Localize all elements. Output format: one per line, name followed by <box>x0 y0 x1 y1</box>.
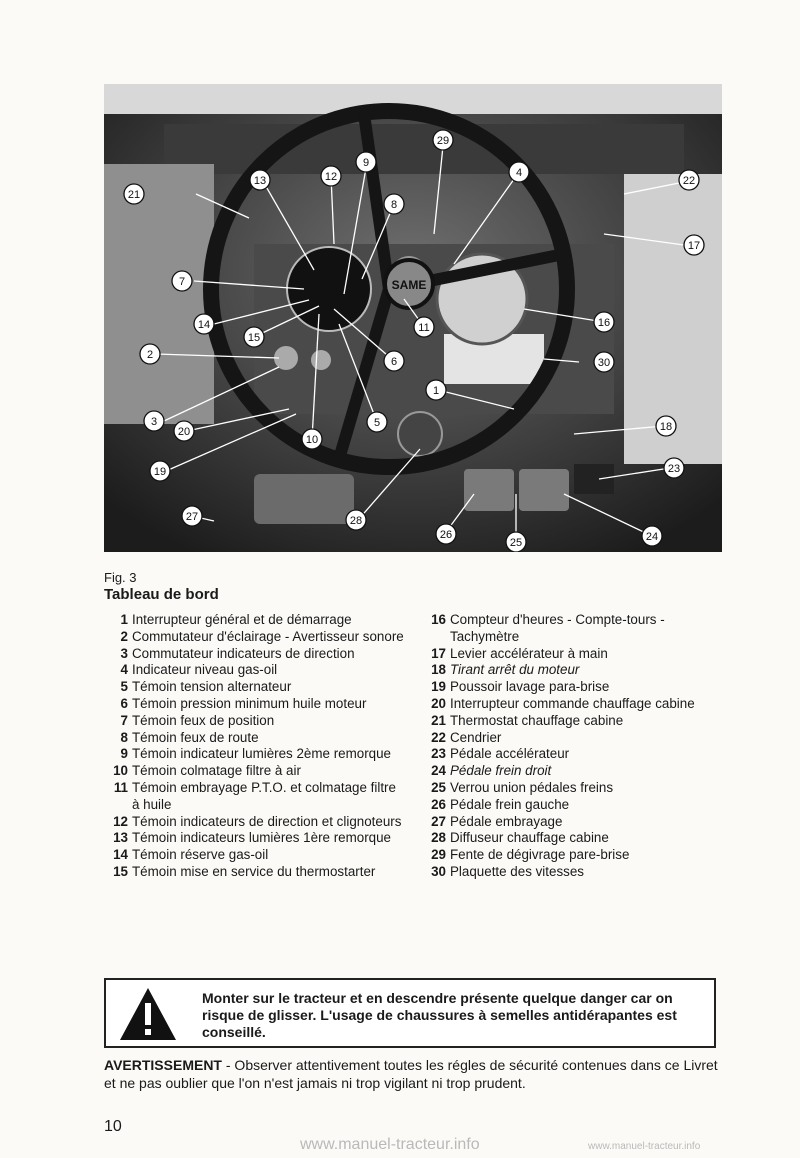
legend-text: Commutateur indicateurs de direction <box>132 645 355 661</box>
watermark-main: www.manuel-tracteur.info <box>300 1136 480 1153</box>
legend-text: Tirant arrêt du moteur <box>450 662 580 678</box>
callout-21 <box>124 184 144 204</box>
legend-text: Témoin réserve gas-oil <box>132 847 269 863</box>
legend-item <box>422 679 722 696</box>
legend-text: Pédale frein droit <box>450 763 552 779</box>
legend-item <box>422 847 722 864</box>
callout-7 <box>172 271 192 291</box>
legend-number: 2 <box>120 628 128 644</box>
svg-text:23: 23 <box>667 463 681 475</box>
legend-item <box>422 830 722 847</box>
callout-29 <box>433 130 453 150</box>
legend-number: 28 <box>431 830 446 846</box>
watermark-small: www.manuel-tracteur.info <box>588 1141 701 1152</box>
svg-text:9: 9 <box>362 157 370 169</box>
legend-number: 1 <box>120 612 128 627</box>
svg-text:25: 25 <box>509 537 523 549</box>
legend-number: 25 <box>431 779 446 795</box>
svg-text:11: 11 <box>418 322 430 334</box>
svg-text:26: 26 <box>439 529 453 541</box>
warning-triangle-icon <box>118 986 178 1042</box>
svg-text:7: 7 <box>178 276 186 288</box>
callout-10 <box>302 429 322 449</box>
legend-text: Compteur d'heures - Compte-tours - Tachymètre <box>450 612 665 644</box>
warning-box <box>104 978 716 1048</box>
legend-number: 8 <box>120 729 128 745</box>
legend-number: 14 <box>113 847 128 863</box>
legend-number: 30 <box>431 863 446 879</box>
callout-4 <box>509 162 529 182</box>
legend-number: 27 <box>431 813 446 829</box>
legend-text: Témoin mise en service du thermostarter <box>132 863 376 879</box>
legend-text: Thermostat chauffage cabine <box>450 712 624 728</box>
svg-text:19: 19 <box>153 466 167 478</box>
legend-text: Diffuseur chauffage cabine <box>450 830 609 846</box>
legend-text: Témoin colmatage filtre à air <box>132 763 301 779</box>
page-number: 10 <box>104 1118 122 1135</box>
legend-text: Témoin feux de route <box>132 729 259 745</box>
legend-text: Témoin pression minimum huile moteur <box>132 695 367 711</box>
legend-number: 3 <box>120 645 128 661</box>
svg-text:17: 17 <box>687 240 701 252</box>
dashboard-illustration <box>104 84 722 552</box>
callout-12 <box>321 166 341 186</box>
svg-text:24: 24 <box>645 531 659 543</box>
callout-9 <box>356 152 376 172</box>
callout-3 <box>144 411 164 431</box>
legend-text: Poussoir lavage para-brise <box>450 679 610 695</box>
callout-22 <box>679 170 699 190</box>
legend-number: 9 <box>120 746 128 762</box>
legend-text: Pédale frein gauche <box>450 796 570 812</box>
callout-24 <box>642 526 662 546</box>
advertissement-text: - Observer attentivement toutes les régles de sécurité contenues dans ce Livret et ne pas oublier que l'on n'est jamais ni trop vigilant ni trop prudent. <box>104 1057 718 1091</box>
legend-number: 16 <box>431 612 446 627</box>
svg-text:10: 10 <box>305 434 319 446</box>
svg-text:4: 4 <box>515 167 523 179</box>
legend-item <box>422 612 722 646</box>
svg-text:2: 2 <box>146 349 154 361</box>
legend-number: 6 <box>120 695 128 711</box>
advertissement-paragraph <box>104 1056 724 1092</box>
callout-19 <box>150 461 170 481</box>
legend-item <box>104 612 404 629</box>
legend-item <box>104 679 404 696</box>
legend-number: 18 <box>431 662 446 678</box>
legend-number: 26 <box>431 796 446 812</box>
legend-number: 13 <box>113 830 128 846</box>
svg-text:8: 8 <box>390 199 398 211</box>
legend-item <box>422 662 722 679</box>
callout-8 <box>384 194 404 214</box>
legend-number: 22 <box>431 729 446 745</box>
svg-text:30: 30 <box>597 357 611 369</box>
legend-number: 7 <box>120 712 128 728</box>
svg-text:27: 27 <box>185 511 199 523</box>
legend-text: Levier accélérateur à main <box>450 645 608 661</box>
legend-left-column <box>104 612 404 881</box>
callout-5 <box>367 412 387 432</box>
legend-item <box>104 662 404 679</box>
legend-item <box>104 696 404 713</box>
legend-item <box>104 847 404 864</box>
legend-item <box>422 864 722 881</box>
svg-text:13: 13 <box>253 175 267 187</box>
legend-item <box>422 763 722 780</box>
callout-14 <box>194 314 214 334</box>
svg-text:15: 15 <box>247 332 261 344</box>
steering-hub-logo: SAME <box>391 278 427 292</box>
legend-text: Plaquette des vitesses <box>450 863 584 879</box>
legend-number: 19 <box>431 679 446 695</box>
legend-item <box>422 814 722 831</box>
legend-text: Témoin indicateurs lumières 1ère remorque <box>132 830 391 846</box>
legend-item <box>104 864 404 881</box>
svg-text:6: 6 <box>390 356 398 368</box>
legend-number: 10 <box>113 763 128 779</box>
legend-number: 23 <box>431 746 446 762</box>
legend-number: 12 <box>113 813 128 829</box>
legend-item <box>422 730 722 747</box>
svg-text:1: 1 <box>432 385 440 397</box>
callout-15 <box>244 327 264 347</box>
legend-item <box>104 646 404 663</box>
legend-text: Cendrier <box>450 729 502 745</box>
svg-text:21: 21 <box>127 189 141 201</box>
svg-text:29: 29 <box>436 135 450 147</box>
svg-text:14: 14 <box>197 319 211 331</box>
callout-25 <box>506 532 526 552</box>
legend-item <box>104 730 404 747</box>
svg-text:3: 3 <box>150 416 158 428</box>
warning-text: Monter sur le tracteur et en descendre présente quelque danger car on risque de glisser. L'usage de chaussures à semelles antidérapantes est conseillé. <box>202 990 677 1040</box>
legend-item <box>422 713 722 730</box>
legend-text: Pédale embrayage <box>450 813 563 829</box>
callout-17 <box>684 235 704 255</box>
svg-text:16: 16 <box>597 317 611 329</box>
legend-number: 24 <box>431 763 446 779</box>
legend-number: 17 <box>431 645 446 661</box>
legend-right-column <box>422 612 722 881</box>
legend-item <box>104 629 404 646</box>
callout-28 <box>346 510 366 530</box>
legend-text: Indicateur niveau gas-oil <box>132 662 278 678</box>
legend-text: Fente de dégivrage pare-brise <box>450 847 630 863</box>
legend-text: Témoin feux de position <box>132 712 275 728</box>
legend-number: 15 <box>113 863 128 879</box>
legend-text: Témoin indicateurs de direction et clignoteurs <box>132 813 402 829</box>
legend-item <box>104 780 404 814</box>
legend-item <box>422 696 722 713</box>
svg-text:18: 18 <box>659 421 673 433</box>
legend-item <box>104 713 404 730</box>
callout-20 <box>174 421 194 441</box>
figure-title: Tableau de bord <box>104 586 219 603</box>
callout-16 <box>594 312 614 332</box>
legend-item <box>104 830 404 847</box>
legend-text: Verrou union pédales freins <box>450 779 614 795</box>
callout-13 <box>250 170 270 190</box>
callout-18 <box>656 416 676 436</box>
legend-item <box>422 646 722 663</box>
legend-item <box>104 814 404 831</box>
svg-text:5: 5 <box>373 417 381 429</box>
dashboard-photo <box>104 84 722 552</box>
legend-number: 20 <box>431 695 446 711</box>
callout-26 <box>436 524 456 544</box>
callout-11 <box>414 317 434 337</box>
legend-item <box>422 780 722 797</box>
legend-number: 11 <box>113 779 128 795</box>
callout-2 <box>140 344 160 364</box>
legend-text: Pédale accélérateur <box>450 746 570 762</box>
legend-text: Commutateur d'éclairage - Avertisseur sonore <box>132 628 404 644</box>
advertissement-label: AVERTISSEMENT <box>104 1057 222 1073</box>
legend-item <box>104 746 404 763</box>
svg-text:12: 12 <box>324 171 338 183</box>
legend-number: 21 <box>431 712 446 728</box>
callout-30 <box>594 352 614 372</box>
legend-text: Témoin embrayage P.T.O. et colmatage filtre à huile <box>132 779 396 812</box>
figure-caption: Fig. 3 <box>104 570 137 585</box>
svg-text:20: 20 <box>177 426 191 438</box>
legend-text: Interrupteur général et de démarrage <box>132 612 352 627</box>
legend-item <box>422 797 722 814</box>
legend-item <box>104 763 404 780</box>
legend-number: 5 <box>120 679 128 695</box>
legend-text: Interrupteur commande chauffage cabine <box>450 695 695 711</box>
callout-27 <box>182 506 202 526</box>
legend-number: 4 <box>120 662 128 678</box>
callout-23 <box>664 458 684 478</box>
callout-6 <box>384 351 404 371</box>
svg-text:22: 22 <box>682 175 696 187</box>
legend-text: Témoin indicateur lumières 2ème remorque <box>132 746 391 762</box>
callout-1 <box>426 380 446 400</box>
legend-text: Témoin tension alternateur <box>132 679 292 695</box>
legend-item <box>422 746 722 763</box>
svg-text:28: 28 <box>349 515 363 527</box>
legend-number: 29 <box>431 847 446 863</box>
